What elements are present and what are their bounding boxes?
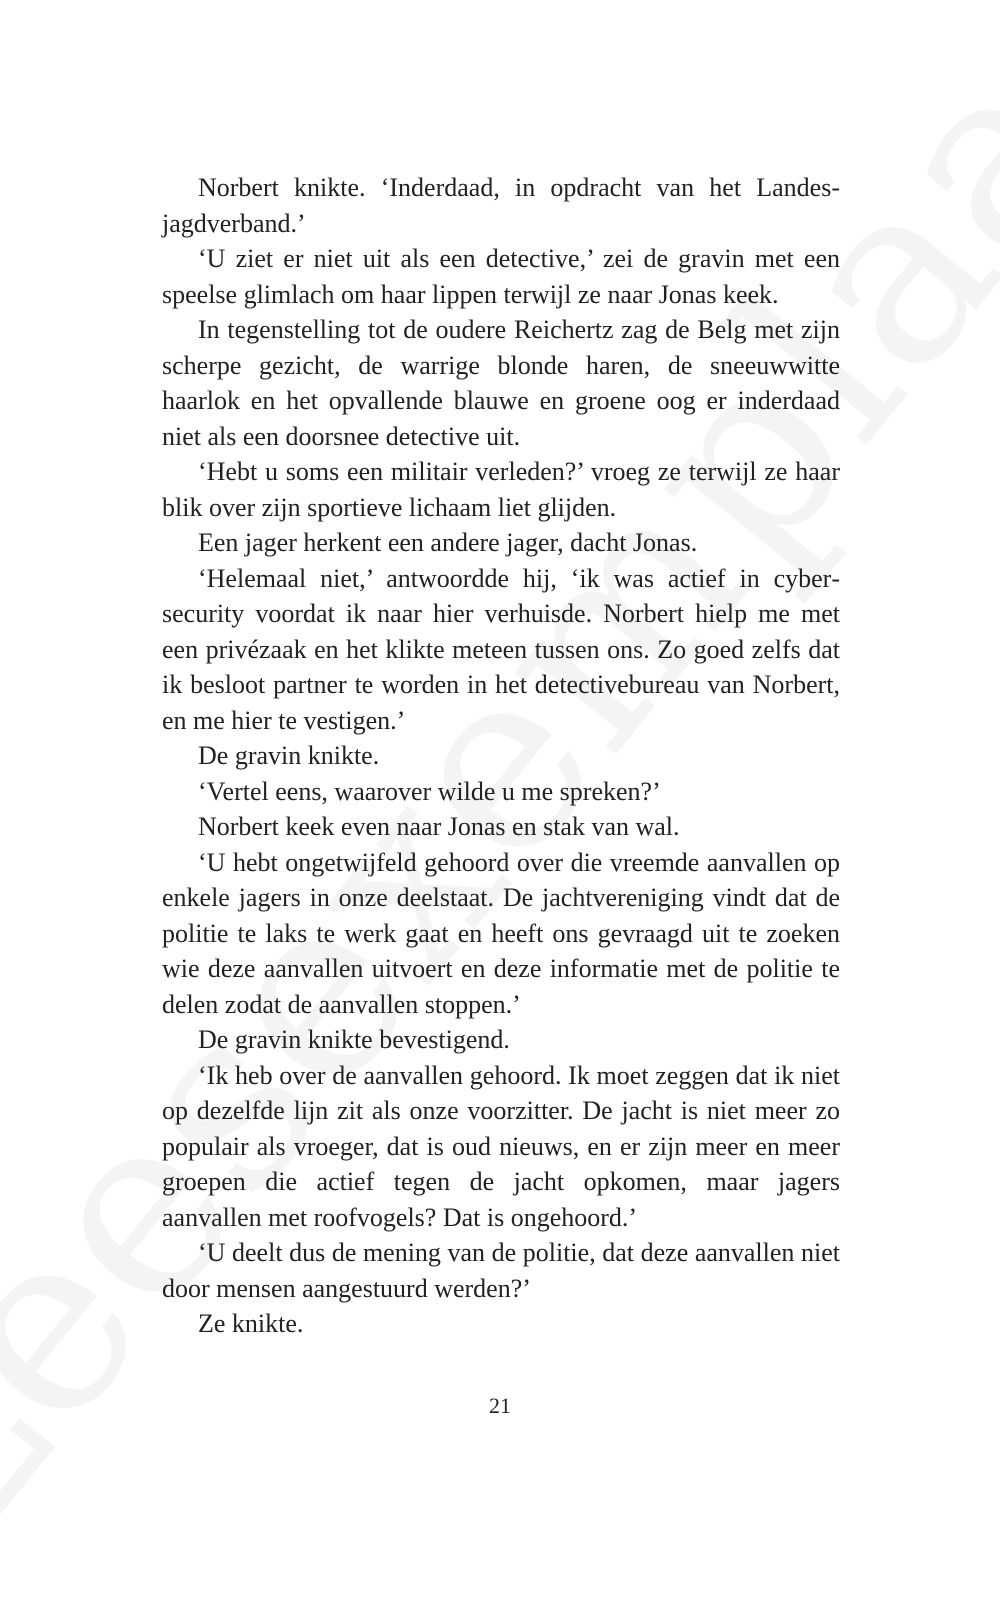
paragraph: Een jager herkent een andere jager, dacht Jonas. — [198, 528, 698, 557]
paragraph: ‘U ziet er niet uit als een detective,’ zei de gravin met een speelse glimlach om haar lippen terwijl ze naar Jonas keek. — [162, 244, 840, 309]
paragraph: Norbert keek even naar Jonas en stak van wal. — [198, 812, 680, 841]
paragraph: De gravin knikte bevestigend. — [198, 1025, 510, 1054]
paragraph: ‘Helemaal niet,’ antwoordde hij, ‘ik was actief in cybersecurity voordat ik naar hier verhuisde. Norbert hielp me met een privézaak en het klikte meteen tussen ons. Zo goed zelfs dat ik besloot partner te worden in het detectivebureau van Norbert, en me hier te vestigen.’ — [162, 563, 840, 735]
paragraph: Norbert knikte. ‘Inderdaad, in opdracht van het Landesjagdverband.’ — [162, 173, 840, 238]
page-number: 21 — [489, 1393, 511, 1418]
paragraph: ‘U hebt ongetwijfeld gehoord over die vreemde aanvallen op enkele jagers in onze deelstaat. De jachtvereniging vindt dat de politie te laks te werk gaat en heeft ons gevraagd uit te zoeken wie deze aanvallen uitvoert en deze informatie met de politie te delen zodat de aanvallen stoppen.’ — [162, 847, 840, 1019]
body-text — [162, 170, 840, 1342]
paragraph: ‘Vertel eens, waarover wilde u me spreken?’ — [198, 776, 661, 806]
paragraph: De gravin knikte. — [198, 741, 380, 770]
paragraph: ‘U deelt dus de mening van de politie, dat deze aanvallen niet door mensen aangestuurd werden?’ — [162, 1238, 840, 1303]
paragraph: ‘Ik heb over de aanvallen gehoord. Ik moet zeggen dat ik niet op dezelfde lijn zit als onze voorzitter. De jacht is niet meer zo populair als vroeger, dat is oud nieuws, en er zijn meer en meer groepen die actief tegen de jacht opkomen, maar jagers aanvallen met roofvogels? Dat is ongehoord.’ — [162, 1060, 840, 1232]
paragraph: ‘Hebt u soms een militair verleden?’ vroeg ze terwijl ze haar blik over zijn sportieve lichaam liet glijden. — [162, 457, 840, 522]
paragraph: Ze knikte. — [198, 1309, 304, 1338]
paragraph: In tegenstelling tot de oudere Reichertz zag de Belg met zijn scherpe gezicht, de warrige blonde haren, de sneeuwwitte haarlok en het opvallende blauwe en groene oog er inderdaad niet als een doorsnee detective uit. — [162, 315, 840, 451]
